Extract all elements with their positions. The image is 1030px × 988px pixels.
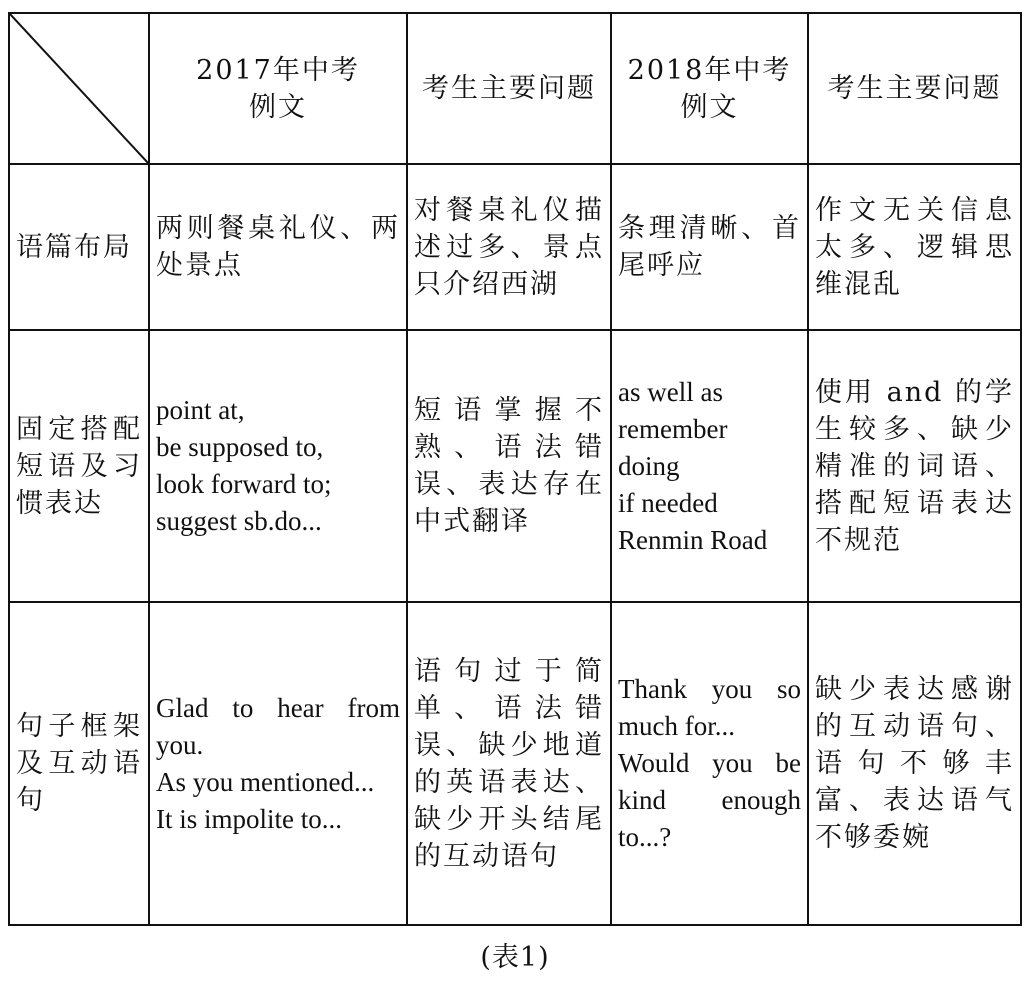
issues-2018-cell (808, 602, 1021, 925)
header-2018-issues-text: 考生主要问题 (827, 73, 1002, 104)
table-caption: (表1) (480, 942, 550, 973)
row-label: 句子框架及互动语句 (16, 711, 142, 816)
table-row (9, 602, 1021, 925)
issues-2017-text: 对餐桌礼仪描述过多、景点只介绍西湖 (414, 194, 604, 300)
example-2017-text: 两则餐桌礼仪、两处景点 (156, 213, 400, 281)
issues-2018-cell (808, 330, 1021, 602)
example-2017-cell (149, 164, 407, 330)
example-2018-cell (611, 164, 808, 330)
example-2017-cell (149, 602, 407, 925)
example-2018-cell (611, 330, 808, 602)
comparison-table-container (8, 12, 1020, 924)
issues-2017-text: 语句过于简单、语法错误、缺少地道的英语表达、缺少开头结尾的互动语句 (414, 655, 604, 872)
row-label-cell (9, 164, 149, 330)
example-2017-cell (149, 330, 407, 602)
issues-2018-text: 缺少表达感谢的互动语句、语句不够丰富、表达语气不够委婉 (815, 674, 1014, 853)
header-2017-example-text: 2017年中考 例文 (196, 54, 360, 123)
example-2017-text: point at, be supposed to, look forward to; suggest sb.do... (156, 395, 332, 536)
diagonal-corner-cell (9, 13, 149, 164)
header-row (9, 13, 1021, 164)
issues-2018-text: 使用 and 的学生较多、缺少精准的词语、搭配短语表达不规范 (815, 376, 1014, 556)
issues-2018-cell (808, 164, 1021, 330)
header-2018-issues (808, 13, 1021, 164)
header-2017-issues (407, 13, 611, 164)
row-label: 固定搭配短语及习惯表达 (16, 413, 142, 519)
header-2018-example (611, 13, 808, 164)
diagonal-line (10, 14, 148, 163)
row-label: 语篇布局 (16, 231, 132, 263)
issues-2018-text: 作文无关信息太多、逻辑思维混乱 (815, 194, 1014, 300)
table-row (9, 330, 1021, 602)
example-2018-text: as well as remember doing if needed Renmin Road (618, 376, 768, 555)
issues-2017-cell (407, 164, 611, 330)
exam-comparison-table (8, 12, 1022, 926)
header-2017-issues-text: 考生主要问题 (422, 73, 596, 104)
row-label-cell (9, 330, 149, 602)
issues-2017-cell (407, 330, 611, 602)
issues-2017-text: 短语掌握不熟、语法错误、表达存在中式翻译 (414, 395, 604, 537)
example-2018-cell (611, 602, 808, 925)
header-2018-example-text: 2018年中考 例文 (627, 54, 792, 123)
example-2018-text: 条理清晰、首尾呼应 (618, 213, 801, 281)
example-2017-text: Glad to hear from you. As you mentioned... It is impolite to... (156, 692, 400, 834)
example-2018-text: Thank you so much for... Would you be kind enough to...? (618, 674, 801, 852)
header-2017-example (149, 13, 407, 164)
issues-2017-cell (407, 602, 611, 925)
table-row (9, 164, 1021, 330)
row-label-cell (9, 602, 149, 925)
